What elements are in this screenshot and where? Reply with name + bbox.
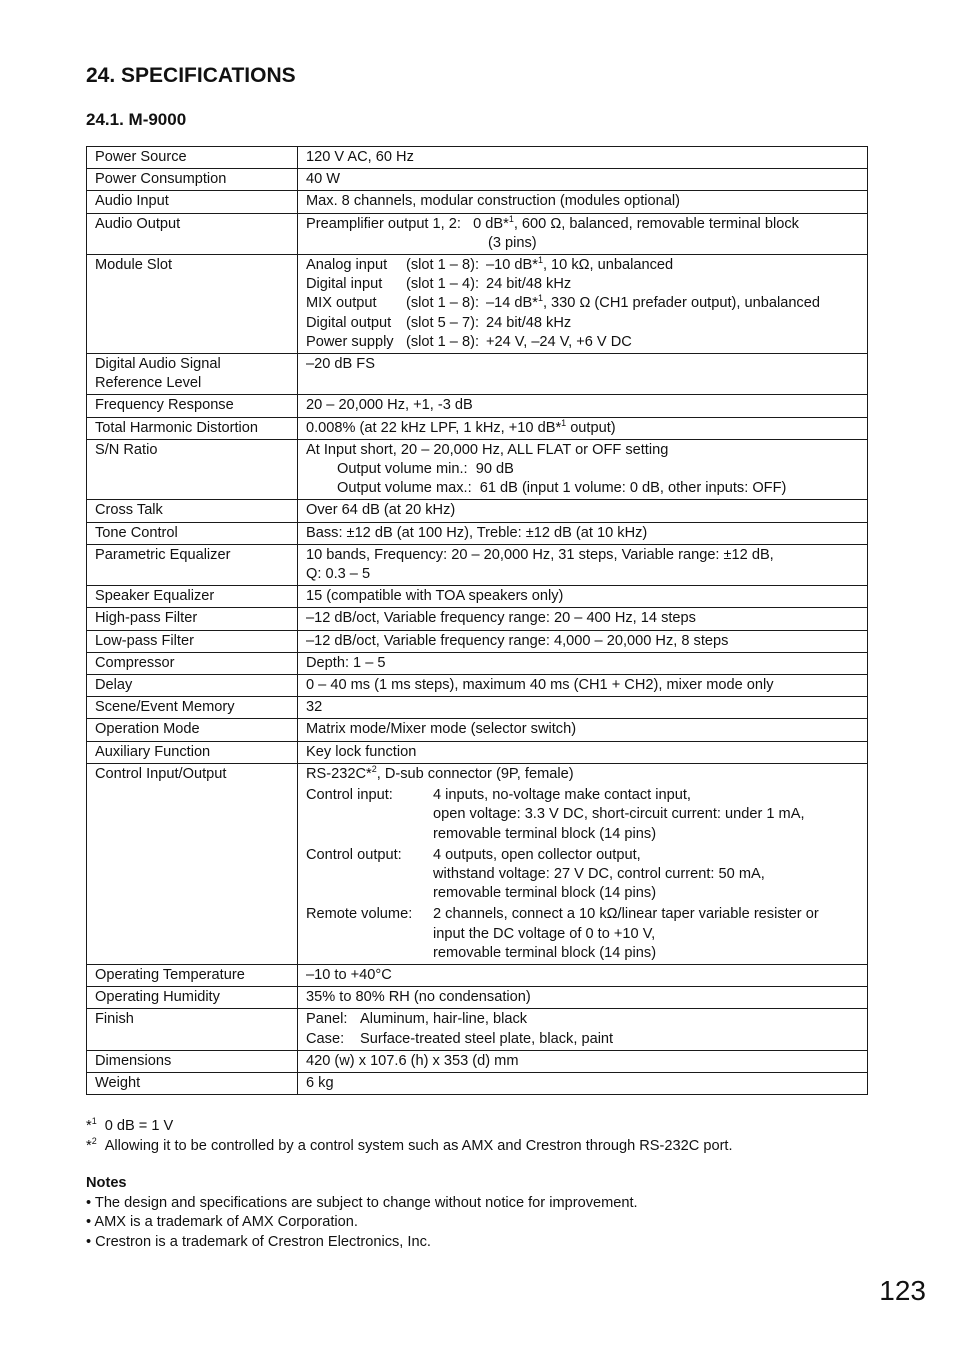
page-number: 123 [879, 1275, 926, 1306]
spec-label: Speaker Equalizer [87, 586, 298, 608]
remote-volume-value: 2 channels, connect a 10 kΩ/linear taper variable resister or input the DC voltage of 0 to +10 V, removable terminal block (14 pins) [433, 906, 819, 961]
slot-range: (slot 1 – 8): [406, 333, 479, 350]
footnote: *$^1$ 0 dB = 1 V [86, 1116, 174, 1134]
slot-spec: 24 bit/48 kHz [486, 314, 572, 331]
remote-volume-label: Remote volume: [306, 906, 413, 923]
table-row [87, 719, 868, 741]
footnote-ref: 1 [508, 213, 514, 224]
note-item: • AMX is a trademark of AMX Corporation. [86, 1214, 358, 1230]
spec-label: Cross Talk [87, 500, 298, 522]
control-input-value: 4 inputs, no-voltage make contact input, open voltage: 3.3 V DC, short-circuit current: under 1 mA, removable terminal block (14 pins) [433, 787, 805, 842]
spec-text: output) [566, 419, 616, 436]
spec-value: 20 – 20,000 Hz, +1, -3 dB [298, 395, 868, 417]
spec-label: Operating Temperature [87, 964, 298, 986]
control-output-value: 4 outputs, open collector output, withstand voltage: 27 V DC, control current: 50 mA, removable terminal block (14 pins) [433, 846, 765, 902]
spec-value: 40 W [298, 169, 868, 191]
spec-value: 6 kg [298, 1072, 868, 1094]
table-row [87, 147, 868, 169]
table-row [87, 500, 868, 522]
spec-value: Max. 8 channels, modular construction (modules optional) [298, 191, 868, 213]
spec-value: –12 dB/oct, Variable frequency range: 4,000 – 20,000 Hz, 8 steps [298, 630, 868, 652]
spec-value: Matrix mode/Mixer mode (selector switch) [298, 719, 868, 741]
spec-label: Audio Output [87, 213, 298, 254]
finish-part-value: Aluminum, hair-line, black [360, 1011, 528, 1028]
spec-value: Key lock function [298, 741, 868, 763]
spec-value: –10 to +40°C [298, 964, 868, 986]
finish-part-value: Surface-treated steel plate, black, paint [360, 1030, 614, 1047]
finish-part-label: Case: [306, 1030, 345, 1047]
table-row [87, 417, 868, 439]
slot-spec: 24 bit/48 kHz [486, 276, 572, 293]
slot-range: (slot 1 – 4): [406, 276, 479, 293]
spec-value: 15 (compatible with TOA speakers only) [298, 586, 868, 608]
slot-spec: –10 dB*$^1$, 10 kΩ, unbalanced [486, 255, 674, 274]
table-row [87, 522, 868, 544]
note-item: • Crestron is a trademark of Crestron Electronics, Inc. [86, 1233, 431, 1250]
page-title: 24. SPECIFICATIONS [86, 64, 296, 87]
table-row [87, 395, 868, 417]
table-row [87, 697, 868, 719]
spec-label: Total Harmonic Distortion [87, 417, 298, 439]
slot-spec: –14 dB*$^1$, 330 Ω (CH1 prefader output), unbalanced [486, 293, 820, 312]
table-row [87, 652, 868, 674]
table-row [87, 964, 868, 986]
spec-text: , 600 Ω, balanced, removable terminal block [513, 215, 799, 232]
table-row [87, 439, 868, 500]
spec-value: –20 dB FS [298, 354, 868, 395]
spec-label: Operation Mode [87, 719, 298, 741]
footnotes [86, 1117, 733, 1156]
control-output-label: Control output: [306, 846, 402, 863]
spec-label: Tone Control [87, 522, 298, 544]
table-row [87, 987, 868, 1009]
spec-label-line: Digital Audio Signal [95, 356, 221, 373]
spec-label: Dimensions [87, 1050, 298, 1072]
footnote: *$^2$ Allowing it to be controlled by a control system such as AMX and Crestron through RS-232C port. [86, 1135, 733, 1154]
spec-value-line: RS-232C*$^2$, D-sub connector (9P, female) [306, 764, 574, 782]
slot-range: (slot 5 – 7): [406, 314, 479, 331]
spec-label: Compressor [87, 652, 298, 674]
slot-type: Digital output [306, 314, 392, 331]
table-row [87, 544, 868, 585]
spec-value: –12 dB/oct, Variable frequency range: 20 – 400 Hz, 14 steps [298, 608, 868, 630]
slot-type: Digital input [306, 276, 383, 293]
table-row [87, 1009, 868, 1050]
spec-value: 420 (w) x 107.6 (h) x 353 (d) mm [298, 1050, 868, 1072]
spec-value-line: At Input short, 20 – 20,000 Hz, ALL FLAT or OFF setting [306, 441, 669, 458]
slot-range: (slot 1 – 8): [406, 257, 479, 274]
table-row [87, 191, 868, 213]
table-row [87, 354, 868, 395]
table-row [87, 675, 868, 697]
spec-label-line: Reference Level [95, 375, 202, 392]
spec-label: Operating Humidity [87, 987, 298, 1009]
spec-label: Auxiliary Function [87, 741, 298, 763]
spec-value: 0 – 40 ms (1 ms steps), maximum 40 ms (CH1 + CH2), mixer mode only [298, 675, 868, 697]
spec-value [298, 417, 868, 439]
table-row [87, 586, 868, 608]
table-row [87, 763, 868, 964]
specifications-table [86, 146, 868, 1095]
control-input-label: Control input: [306, 787, 393, 804]
spec-value-line: 10 bands, Frequency: 20 – 20,000 Hz, 31 steps, Variable range: ±12 dB, [306, 546, 774, 563]
spec-label: Audio Input [87, 191, 298, 213]
spec-value [298, 544, 868, 585]
slot-type: MIX output [306, 295, 377, 312]
notes-section [86, 1174, 638, 1252]
slot-range: (slot 1 – 8): [406, 295, 479, 312]
spec-value: Over 64 dB (at 20 kHz) [298, 500, 868, 522]
spec-label: Low-pass Filter [87, 630, 298, 652]
spec-value-line: Output volume max.: 61 dB (input 1 volume: 0 dB, other inputs: OFF) [337, 480, 787, 497]
spec-value [298, 439, 868, 500]
spec-value [298, 213, 868, 254]
module-slot-grid [306, 256, 859, 352]
spec-label: Control Input/Output [87, 763, 298, 964]
finish-grid [306, 1010, 859, 1048]
finish-part-label: Panel: [306, 1011, 348, 1028]
spec-value [298, 763, 868, 964]
table-row [87, 1072, 868, 1094]
spec-value [298, 1009, 868, 1050]
spec-label: Delay [87, 675, 298, 697]
slot-type: Analog input [306, 257, 388, 274]
table-row [87, 741, 868, 763]
spec-label: Frequency Response [87, 395, 298, 417]
control-io-grid [306, 786, 859, 963]
notes-title: Notes [86, 1175, 127, 1191]
spec-label: Parametric Equalizer [87, 544, 298, 585]
spec-label: Power Source [87, 147, 298, 169]
spec-label: Finish [87, 1009, 298, 1050]
table-row [87, 213, 868, 254]
table-row [87, 630, 868, 652]
spec-value: Depth: 1 – 5 [298, 652, 868, 674]
spec-value-line: Q: 0.3 – 5 [306, 566, 371, 583]
spec-text: 0.008% (at 22 kHz LPF, 1 kHz, +10 dB* [306, 419, 562, 436]
table-row [87, 608, 868, 630]
note-item: • The design and specifications are subject to change without notice for improvement. [86, 1194, 638, 1211]
spec-value [298, 255, 868, 354]
spec-label: High-pass Filter [87, 608, 298, 630]
footnote-ref: 1 [561, 417, 567, 428]
spec-value: 120 V AC, 60 Hz [298, 147, 868, 169]
table-row [87, 255, 868, 354]
section-title: 24.1. M-9000 [86, 110, 187, 129]
spec-value: Bass: ±12 dB (at 100 Hz), Treble: ±12 dB (at 10 kHz) [298, 522, 868, 544]
spec-text: Preamplifier output 1, 2: 0 dB* [306, 215, 509, 232]
spec-value: 35% to 80% RH (no condensation) [298, 987, 868, 1009]
spec-value-line: Output volume min.: 90 dB [337, 461, 514, 478]
spec-value-line [306, 215, 859, 234]
spec-label: Power Consumption [87, 169, 298, 191]
spec-label: Scene/Event Memory [87, 697, 298, 719]
spec-value-line: (3 pins) [488, 234, 537, 251]
table-row [87, 1050, 868, 1072]
spec-label: Weight [87, 1072, 298, 1094]
spec-value: 32 [298, 697, 868, 719]
slot-spec: +24 V, –24 V, +6 V DC [486, 333, 632, 350]
spec-label: Module Slot [87, 255, 298, 354]
slot-type: Power supply [306, 333, 394, 350]
table-row [87, 169, 868, 191]
spec-label [87, 354, 298, 395]
spec-label: S/N Ratio [87, 439, 298, 500]
